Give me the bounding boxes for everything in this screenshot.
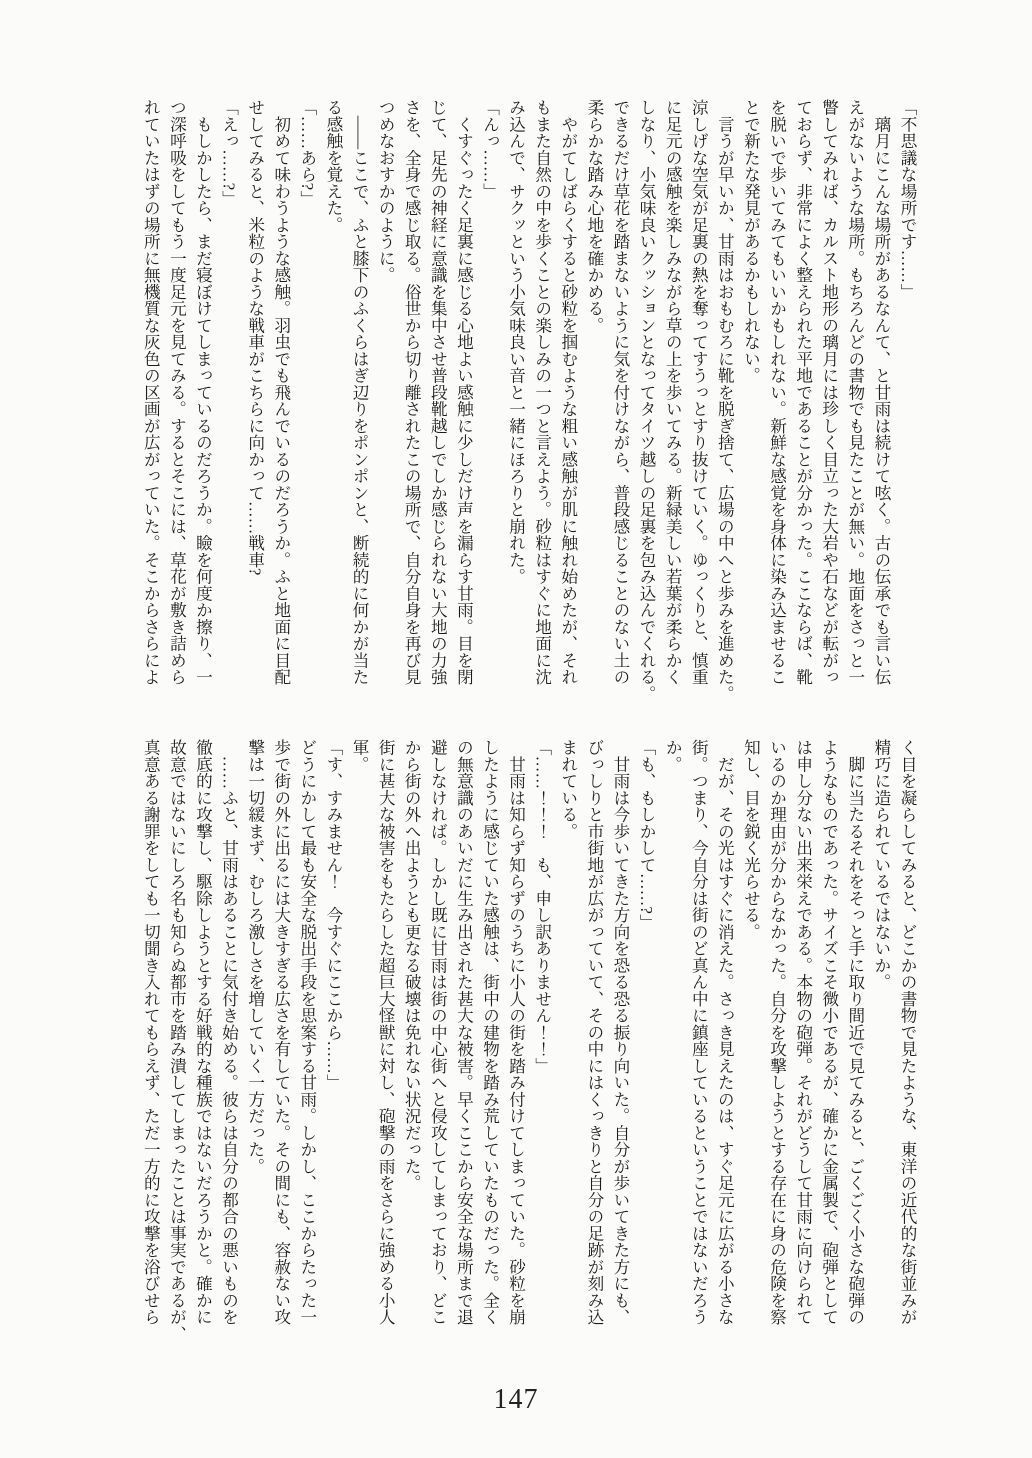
text-column: く目を凝らしてみると、どこかの書物で見たような、東洋の近代的な街並みが bbox=[898, 739, 917, 1326]
text-column: どうにかして最も安全な脱出手段を思案する甘雨。しかし、ここからたった一 bbox=[297, 739, 317, 1326]
text-column: 知し、目を鋭く光らせる。 bbox=[741, 739, 761, 940]
text-column: 璃月にこんな場所があるなんて、と甘雨は続けて呟く。古の伝承でも言い伝 bbox=[871, 99, 891, 686]
text-column: 歩で街の外に出るには大きすぎる広さを有していた。その間にも、容赦ない攻 bbox=[271, 739, 291, 1326]
text-column: 柔らかな踏み心地を確かめる。 bbox=[584, 99, 604, 334]
text-column: 「す、すみません！ 今すぐにここから……」 bbox=[323, 739, 343, 1091]
text-column: に足元の感触を楽しみながら草の上を歩いてみる。新緑美しい若葉が柔らかく bbox=[663, 99, 683, 686]
text-column: まれている。 bbox=[558, 739, 578, 840]
text-column: ておらず、非常によく整えられた平地であることが分かった。ここならば、靴 bbox=[793, 99, 813, 686]
text-column: 故意ではないにしろ名も知らぬ都市を踏み潰してしまったことは事実であるが、 bbox=[167, 739, 187, 1342]
text-column: から街の外へ出ようとも更なる破壊は免れない状況だった。 bbox=[402, 739, 422, 1192]
text-column: 街に甚大な被害をもたらした超巨大怪獣に対し、砲撃の雨をさらに強める小人 bbox=[376, 739, 396, 1326]
text-column: しなり、小気味良いクッションとなってタイツ越しの足裏を包み込んでくれる。 bbox=[637, 99, 657, 702]
text-column: 真意ある謝罪をしても一切聞き入れてもらえず、ただ一方的に攻撃を浴びせら bbox=[141, 739, 161, 1326]
text-column: は申し分ない出来栄えである。本物の砲弾。それがどうして甘雨に向けられて bbox=[793, 739, 813, 1326]
text-column: 瞥してみれば、カルスト地形の璃月には珍しく目立った大岩や石などが転がっ bbox=[819, 99, 839, 686]
text-column: やがてしばらくすると砂粒を掴むような粗い感触が肌に触れ始めたが、それ bbox=[558, 99, 578, 686]
text-column: み込んで、サクッという小気味良い音と一緒にほろりと崩れた。 bbox=[506, 99, 526, 585]
text-column: 涼しげな空気が足裏の熱を奪ってすうっとすり抜けていく。ゆっくりと、慎重 bbox=[689, 99, 709, 686]
text-column: か。 bbox=[663, 739, 683, 773]
text-column: ……ふと、甘雨はあることに気付き始める。彼らは自分の都合の悪いものを bbox=[219, 739, 239, 1326]
text-column: びっしりと市街地が広がっていて、その中にはくっきりと自分の足跡が刻み込 bbox=[584, 739, 604, 1326]
text-column: 「不思議な場所です……」 bbox=[898, 99, 917, 300]
text-column: 脚に当たるそれをそっと手に取り間近で見てみると、ごくごく小さな砲弾の bbox=[845, 739, 865, 1326]
text-column: 甘雨は今歩いてきた方向を恐る恐る振り向いた。自分が歩いてきた方にも、 bbox=[610, 739, 630, 1326]
text-column: 「……！！！ も、申し訳ありません！！」 bbox=[532, 739, 552, 1074]
text-column: くすぐったく足裏に感じる心地よい感触に少しだけ声を漏らす甘雨。目を閉 bbox=[454, 99, 474, 686]
text-column: 初めて味わうような感触。羽虫でも飛んでいるのだろうか。ふと地面に目配 bbox=[271, 99, 291, 686]
text-column: もしかしたら、まだ寝ぼけてしまっているのだろうか。瞼を何度か擦り、一 bbox=[193, 99, 213, 686]
text-column: 「……あら?」 bbox=[297, 99, 317, 208]
text-column: えがないような場所。もちろんどの書物でも見たことが無い。地面をさっと一 bbox=[845, 99, 865, 686]
text-column: したように感じていた感触は、街中の建物を踏み荒していたものだった。全く bbox=[480, 739, 500, 1326]
text-column: を脱いで歩いてみてもいいかもしれない。新鮮な感覚を身体に染み込ませるこ bbox=[767, 99, 787, 686]
text-column: つ深呼吸をしてもう一度足元を見てみる。するとそこには、草花が敷き詰めら bbox=[167, 99, 187, 686]
text-column: 「んっ……」 bbox=[480, 99, 500, 200]
text-column: る感触を覚えた。 bbox=[323, 99, 343, 233]
text-column: 撃は一切緩まず、むしろ激しさを増していく一方だった。 bbox=[245, 739, 265, 1175]
text-column: 街。つまり、今自分は街のど真ん中に鎮座しているということではないだろう bbox=[689, 739, 709, 1326]
text-column: 軍。 bbox=[350, 739, 370, 773]
page-number: 147 bbox=[493, 1384, 539, 1415]
text-column: さを、全身で感じ取る。俗世から切り離されたこの場所で、自分自身を再び見 bbox=[402, 99, 422, 686]
text-column: せしてみると、米粒のような戦車がこちらに向かって……戦車? bbox=[245, 99, 265, 576]
text-column: ようなものであった。サイズこそ微小であるが、確かに金属製で、砲弾として bbox=[819, 739, 839, 1326]
text-column: できるだけ草花を踏まないように気を付けながら、普段感じることのない土の bbox=[610, 99, 630, 686]
text-column: じて、足先の神経に意識を集中させ普段靴越しでしか感じられない大地の力強 bbox=[428, 99, 448, 686]
text-column: ――ここで、ふと膝下のふくらはぎ辺りをポンポンと、断続的に何かが当た bbox=[350, 99, 370, 686]
text-column: 避しなければ。しかし既に甘雨は街の中心街へと侵攻してしまっており、どこ bbox=[428, 739, 448, 1326]
lower-text-block bbox=[137, 739, 920, 1355]
text-column: 甘雨は知らず知らずのうちに小人の街を踏み付けてしまっていた。砂粒を崩 bbox=[506, 739, 526, 1326]
text-column: 言うが早いか、甘雨はおもむろに靴を脱ぎ捨て、広場の中へと歩みを進めた。 bbox=[715, 99, 735, 702]
text-column: いるのか理由が分からなかった。自分を攻撃しようとする存在に身の危険を察 bbox=[767, 739, 787, 1326]
text-column: 「えっ……?」 bbox=[219, 99, 239, 208]
text-column: 精巧に造られているではないか。 bbox=[871, 739, 891, 991]
upper-text-block bbox=[137, 99, 920, 715]
text-column: とで新たな発見があるかもしれない。 bbox=[741, 99, 761, 384]
text-column: れていたはずの場所に無機質な灰色の区画が広がっていた。そこからさらによ bbox=[141, 99, 161, 686]
text-column: もまた自然の中を歩くことの楽しみの一つと言えよう。砂粒はすぐに地面に沈 bbox=[532, 99, 552, 686]
text-column: つめなおすかのように。 bbox=[376, 99, 396, 284]
text-column: の無意識のあいだに生み出された甚大な被害。早くここから安全な場所まで退 bbox=[454, 739, 474, 1326]
text-column: 「も、もしかして……?」 bbox=[637, 739, 657, 931]
text-column: だが、その光はすぐに消えた。さっき見えたのは、すぐ足元に広がる小さな bbox=[715, 739, 735, 1326]
text-column: 徹底的に攻撃し、駆除しようとする好戦的な種族ではないだろうかと。確かに bbox=[193, 739, 213, 1326]
